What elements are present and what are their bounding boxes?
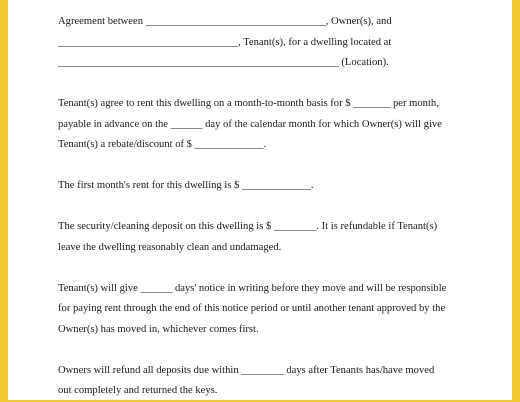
agreement-document <box>58 12 498 402</box>
deposit-line-2: leave the dwelling reasonably clean and undamaged. <box>58 241 282 253</box>
rent-terms-line-2: payable in advance on the ______ day of the calendar month for which Owner(s) will give <box>58 118 442 130</box>
first-month-rent-line: The first month's rent for this dwelling is $ _____________. <box>58 180 314 191</box>
tenant-line: __________________________________, Tenant(s), for a dwelling located at <box>58 36 392 48</box>
paragraph-gap <box>58 258 498 279</box>
location-line: _____________________________________________________ (Location). <box>58 57 389 68</box>
page-frame <box>8 0 512 400</box>
refund-line-2: out completely and returned the keys. <box>58 385 218 396</box>
paragraph-gap <box>58 340 498 361</box>
notice-line-3: Owner(s) has moved in, whichever comes first. <box>58 323 259 335</box>
deposit-line-1: The security/cleaning deposit on this dwelling is $ ________. It is refundable if Tenant(s) <box>58 221 438 232</box>
agreement-parties-line: Agreement between __________________________________, Owner(s), and <box>58 16 392 27</box>
paragraph-gap <box>58 156 498 177</box>
refund-line-1: Owners will refund all deposits due within ________ days after Tenants has/have moved <box>58 364 435 376</box>
rent-terms-line-1: Tenant(s) agree to rent this dwelling on a month-to-month basis for $ _______ per month, <box>58 98 439 109</box>
paragraph-gap <box>58 74 498 95</box>
notice-line-2: for paying rent through the end of this notice period or until another tenant approved by the <box>58 303 446 314</box>
paragraph-gap <box>58 197 498 218</box>
rent-terms-line-3: Tenant(s) a rebate/discount of $ _____________. <box>58 139 267 150</box>
notice-line-1: Tenant(s) will give ______ days' notice in writing before they move and will be responsible <box>58 282 447 294</box>
